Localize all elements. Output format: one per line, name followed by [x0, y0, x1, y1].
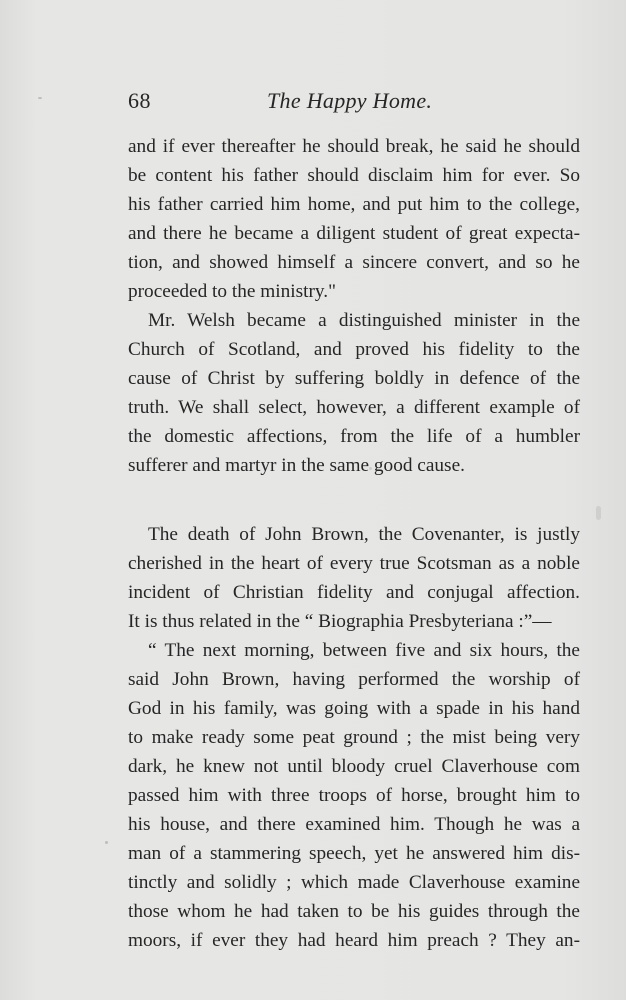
- text-line: It is thus related in the “ Biographia Presbyteriana :”—: [128, 611, 552, 632]
- text-line: Church of Scotland, and proved his fidelity to the: [128, 339, 580, 360]
- section-break: [128, 480, 580, 520]
- page-number: 68: [128, 88, 151, 113]
- text-line: his house, and there examined him. Though he was a: [128, 814, 580, 835]
- paper-blemish: [369, 467, 372, 470]
- paper-blemish: [38, 97, 42, 99]
- text-line: truth. We shall select, however, a different example of: [128, 397, 580, 418]
- text-line: cause of Christ by suffering boldly in defence of the: [128, 368, 580, 389]
- text-line: The death of John Brown, the Covenanter, is justly: [148, 524, 580, 545]
- text-line: God in his family, was going with a spade in his hand: [128, 698, 580, 719]
- text-line: to make ready some peat ground ; the mist being very: [128, 727, 580, 748]
- text-line: be content his father should disclaim him for ever. So: [128, 165, 580, 186]
- text-line: man of a stammering speech, yet he answered him dis-: [128, 843, 580, 864]
- text-line: tion, and showed himself a sincere convert, and so he: [128, 252, 580, 273]
- paragraph-3: [128, 520, 580, 636]
- text-line: his father carried him home, and put him to the college,: [128, 194, 580, 215]
- text-line: said John Brown, having performed the worship of: [128, 669, 580, 690]
- paragraph-4: [128, 636, 580, 955]
- paper-blemish: [105, 841, 108, 844]
- paragraph-1: [128, 132, 580, 306]
- page-header: [128, 88, 580, 122]
- text-line: passed him with three troops of horse, brought him to: [128, 785, 580, 806]
- running-title: The Happy Home.: [267, 88, 433, 113]
- text-line: those whom he had taken to be his guides through the: [128, 901, 580, 922]
- text-line: sufferer and martyr in the same good cause.: [128, 455, 465, 476]
- text-line: proceeded to the ministry.": [128, 281, 336, 302]
- text-line: cherished in the heart of every true Scotsman as a noble: [128, 553, 580, 574]
- body-text: [128, 132, 580, 955]
- text-line: Mr. Welsh became a distinguished minister in the: [148, 310, 580, 331]
- text-line: dark, he knew not until bloody cruel Claverhouse com: [128, 756, 580, 777]
- text-line: “ The next morning, between five and six hours, the: [148, 640, 580, 661]
- text-line: and if ever thereafter he should break, he said he should: [128, 136, 580, 157]
- text-line: and there he became a diligent student of great expecta-: [128, 223, 580, 244]
- text-line: incident of Christian fidelity and conjugal affection.: [128, 582, 580, 603]
- text-line: tinctly and solidly ; which made Claverhouse examine: [128, 872, 580, 893]
- text-line: moors, if ever they had heard him preach ? They an-: [128, 930, 580, 951]
- paper-blemish: [596, 506, 601, 520]
- text-line: the domestic affections, from the life of a humbler: [128, 426, 580, 447]
- paragraph-2: [128, 306, 580, 480]
